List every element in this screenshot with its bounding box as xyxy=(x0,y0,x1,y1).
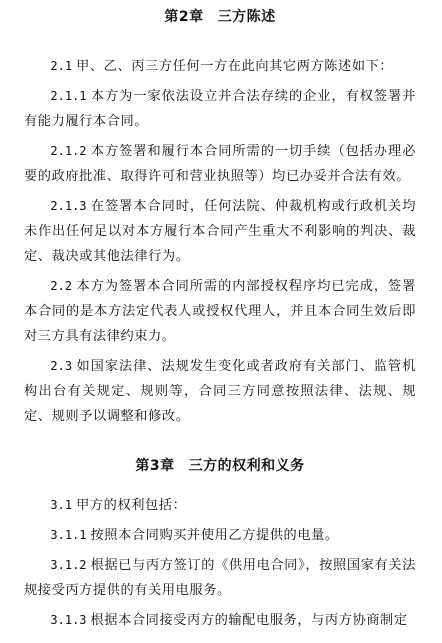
clause-number: 3.1.3 xyxy=(50,613,87,627)
clause-3-1-3 xyxy=(24,608,416,633)
chapter-2-title: 三方陈述 xyxy=(217,9,276,25)
clause-number: 3.1 xyxy=(50,498,73,512)
chapter-3-number: 第3章 xyxy=(135,458,175,474)
clause-number: 2.1.2 xyxy=(50,144,87,158)
clause-number: 2.1.3 xyxy=(50,199,87,213)
clause-2-3 xyxy=(24,354,416,429)
clause-3-1-2 xyxy=(24,553,416,603)
clause-text: 本方为签署本合同所需的内部授权程序均已完成，签署本合同的是本方法定代表人或授权代理人，并且本合同生效后即对三方具有法律约束力。 xyxy=(24,279,416,344)
clause-text: 根据本合同接受丙方的输配电服务，与丙方协商制定 xyxy=(90,613,408,628)
clause-number: 3.1.1 xyxy=(50,528,87,542)
clause-2-1-1 xyxy=(24,84,416,134)
clause-text: 根据已与丙方签订的《供用电合同》，按照国家有关法规接受丙方提供的有关用电服务。 xyxy=(24,558,416,598)
clause-text: 在签署本合同时，任何法院、仲裁机构或行政机关均未作出任何足以对本方履行本合同产生重大不利影响的判决、裁定、裁决或其他法律行为。 xyxy=(24,199,416,264)
clause-3-1 xyxy=(24,493,416,518)
clause-text: 甲、乙、丙三方任何一方在此向其它两方陈述如下： xyxy=(76,59,394,74)
clause-2-1-2 xyxy=(24,139,416,189)
clause-text: 本方签署和履行本合同所需的一切手续（包括办理必要的政府批准、取得许可和营业执照等）均已办妥并合法有效。 xyxy=(24,144,416,184)
chapter-3-heading xyxy=(24,456,416,476)
clause-text: 按照本合同购买并使用乙方提供的电量。 xyxy=(90,528,339,543)
clause-2-1-3 xyxy=(24,194,416,269)
clause-number: 2.3 xyxy=(50,359,73,373)
clause-text: 甲方的权利包括： xyxy=(76,498,187,513)
clause-number: 2.1 xyxy=(50,59,73,73)
clause-number: 2.2 xyxy=(50,279,73,293)
clause-number: 2.1.1 xyxy=(50,89,87,103)
clause-2-2 xyxy=(24,274,416,349)
chapter-3-title: 三方的权利和义务 xyxy=(188,458,305,474)
clause-text: 如国家法律、法规发生变化或者政府有关部门、监管机构出台有关规定、规则等，合同三方同意按照法律、法规、规定、规则予以调整和修改。 xyxy=(24,359,416,424)
chapter-2-heading xyxy=(24,7,416,27)
clause-number: 3.1.2 xyxy=(50,558,87,572)
chapter-2-number: 第2章 xyxy=(164,9,204,25)
clause-3-1-1 xyxy=(24,523,416,548)
clause-text: 本方为一家依法设立并合法存续的企业，有权签署并有能力履行本合同。 xyxy=(24,89,416,129)
clause-2-1 xyxy=(24,54,416,79)
